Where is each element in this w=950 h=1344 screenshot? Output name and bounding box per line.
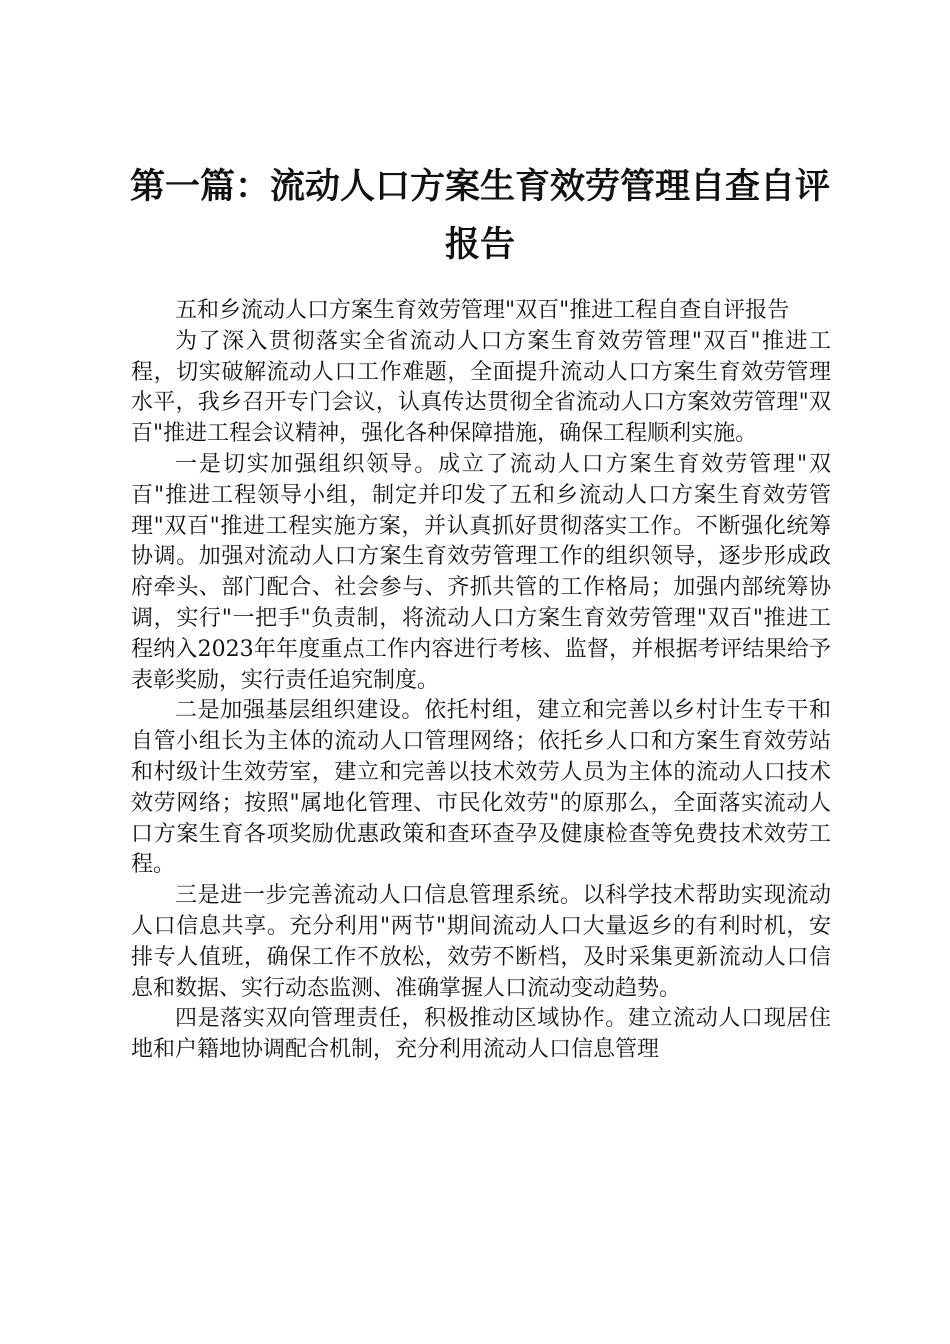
- paragraph-introduction: 为了深入贯彻落实全省流动人口方案生育效劳管理"双百"推进工程，切实破解流动人口工作难题，全面提升流动人口方案生育效劳管理水平，我乡召开专门会议，认真传达贯彻全省流动人口方案效劳管理"双百"推进工程会议精神，强化各种保障措施，确保工程顺利实施。: [131, 328, 831, 447]
- title-line-1: 第一篇：流动人口方案生育效劳管理自查自评: [129, 166, 830, 207]
- document-body: [131, 296, 831, 1066]
- document-title: [120, 158, 840, 274]
- paragraph-regional-cooperation: 四是落实双向管理责任，积极推动区域协作。建立流动人口现居住地和户籍地协调配合机制，充分利用流动人口信息管理: [131, 1006, 831, 1063]
- paragraph-organization-leadership: 一是切实加强组织领导。成立了流动人口方案生育效劳管理"双百"推进工程领导小组，制定并印发了五和乡流动人口方案生育效劳管理"双百"推进工程实施方案，并认真抓好贯彻落实工作。不断强化统筹协调。加强对流动人口方案生育效劳管理工作的组织领导，逐步形成政府牵头、部门配合、社会参与、齐抓共管的工作格局；加强内部统筹协调，实行"一把手"负责制，将流动人口方案生育效劳管理"双百"推进工程纳入2023年年度重点工作内容进行考核、监督，并根据考评结果给予表彰奖励，实行责任追究制度。: [131, 451, 831, 693]
- title-line-2: 报告: [444, 224, 515, 265]
- paragraph-grassroots-construction: 二是加强基层组织建设。依托村组，建立和完善以乡村计生专干和自管小组长为主体的流动人口管理网络；依托乡人口和方案生育效劳站和村级计生效劳室，建立和完善以技术效劳人员为主体的流动人口技术效劳网络；按照"属地化管理、市民化效劳"的原那么，全面落实流动人口方案生育各项奖励优惠政策和查环查孕及健康检查等免费技术效劳工程。: [131, 698, 831, 878]
- paragraph-report-heading: 五和乡流动人口方案生育效劳管理"双百"推进工程自查自评报告: [175, 298, 790, 323]
- paragraph-information-system: 三是进一步完善流动人口信息管理系统。以科学技术帮助实现流动人口信息共享。充分利用"两节"期间流动人口大量返乡的有利时机，安排专人值班，确保工作不放松，效劳不断档，及时采集更新流动人口信息和数据、实行动态监测、准确掌握人口流动变动趋势。: [131, 883, 831, 1001]
